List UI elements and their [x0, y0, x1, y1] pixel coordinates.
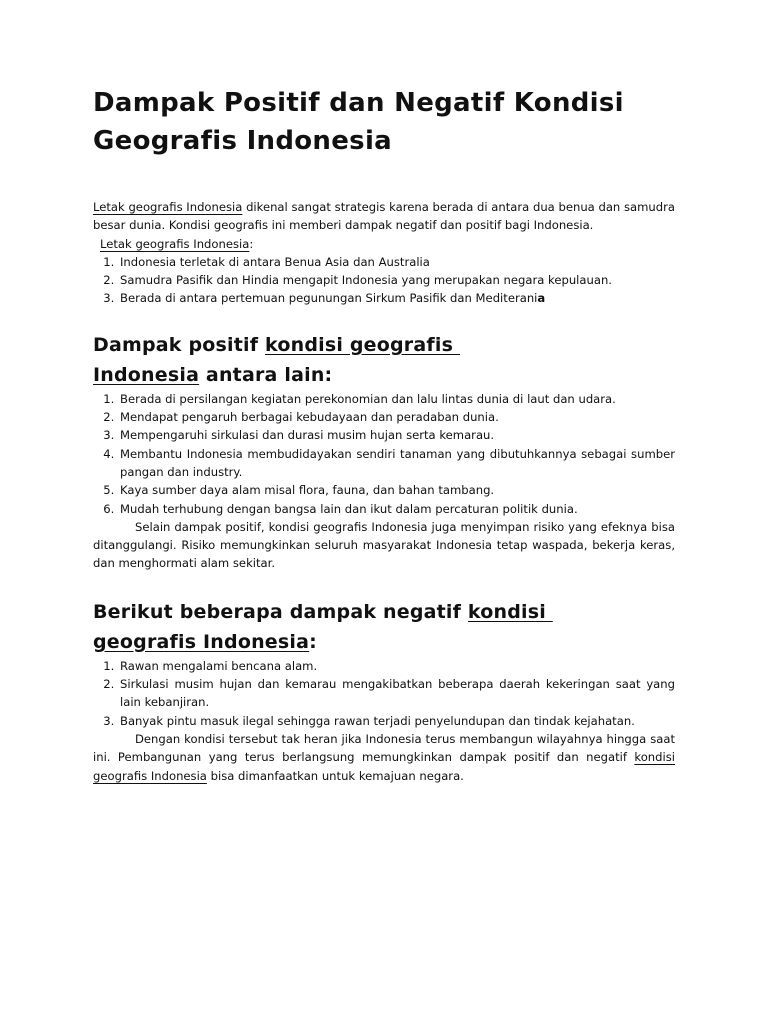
negatif-paragraph	[93, 730, 675, 785]
list-item: 1. Berada di persilangan kegiatan perekonomian dan lalu lintas dunia di laut dan udara.	[118, 390, 675, 408]
list-item	[118, 253, 675, 271]
list-item: 2. Sirkulasi musim hujan dan kemarau mengakibatkan beberapa daerah kekeringan saat yang lain kebanjiran.	[118, 675, 675, 712]
heading-text: Dampak positif	[93, 333, 266, 356]
intro-paragraph	[93, 198, 675, 235]
paragraph-text: bisa dimanfaatkan untuk kemajuan negara.	[206, 768, 464, 783]
list-item-text: Samudra Pasifik dan Hindia mengapit Indonesia yang merupakan negara kepulauan.	[120, 273, 612, 288]
list-item-text: Indonesia terletak di antara Benua Asia dan Australia	[120, 254, 430, 269]
intro-text: dikenal sangat strategis karena berada di antara dua benua dan samudra besar dunia. Kondisi geografis ini memberi dampak negatif dan positif bagi Indonesia.	[93, 200, 675, 233]
positif-heading	[93, 330, 675, 390]
document-content	[93, 84, 675, 785]
letak-list	[93, 253, 675, 308]
list-item: 3. Mempengaruhi sirkulasi dan durasi musim hujan serta kemarau.	[118, 426, 675, 444]
heading-text: :	[309, 630, 317, 653]
negatif-list	[93, 657, 675, 730]
heading-text: antara lain:	[199, 363, 333, 386]
letak-label-link[interactable]: Letak geografis Indonesia	[100, 236, 250, 251]
list-item	[118, 289, 675, 307]
list-item-text: Berada di antara pertemuan pegunungan Sirkum Pasifik dan Mediterani	[120, 291, 538, 306]
heading-link[interactable]: kondisi geografis	[265, 333, 460, 356]
list-item-bold-char: a	[537, 291, 546, 306]
letak-label	[100, 235, 675, 253]
list-item: 2. Mendapat pengaruh berbagai kebudayaan dan peradaban dunia.	[118, 408, 675, 426]
list-item	[118, 271, 675, 289]
list-item: 6. Mudah terhubung dengan bangsa lain dan ikut dalam percaturan politik dunia.	[118, 500, 675, 518]
list-item: 1. Rawan mengalami bencana alam.	[118, 657, 675, 675]
negatif-heading	[93, 597, 675, 657]
list-item: 3. Banyak pintu masuk ilegal sehingga rawan terjadi penyelundupan dan tindak kejahatan.	[118, 712, 675, 730]
heading-link[interactable]: kondisi	[467, 600, 553, 623]
letak-label-colon: :	[249, 236, 254, 251]
heading-link[interactable]: geografis Indonesia	[93, 630, 310, 653]
list-item: 4. Membantu Indonesia membudidayakan sendiri tanaman yang dibutuhkannya sebagai sumber pangan dan industry.	[118, 445, 675, 482]
heading-text: Berikut beberapa dampak negatif	[93, 600, 468, 623]
list-item: 5. Kaya sumber daya alam misal flora, fauna, dan bahan tambang.	[118, 481, 675, 499]
positif-list	[93, 390, 675, 518]
intro-link[interactable]: Letak geografis Indonesia	[93, 200, 243, 214]
positif-paragraph: Selain dampak positif, kondisi geografis Indonesia juga menyimpan risiko yang efeknya bisa ditanggulangi. Risiko memungkinkan seluruh masyarakat Indonesia tetap waspada, bekerja keras, dan menghormati alam sekitar.	[93, 519, 675, 571]
page-title: Dampak Positif dan Negatif Kondisi Geografis Indonesia	[93, 88, 624, 156]
heading-link[interactable]: Indonesia	[93, 363, 200, 386]
paragraph-text: Dengan kondisi tersebut tak heran jika Indonesia terus membangun wilayahnya hingga saat ini. Pembangunan yang terus berlangsung memungkinkan dampak positif dan negatif	[93, 731, 675, 765]
paragraph-link[interactable]: kondisi geografis Indonesia	[93, 750, 675, 783]
